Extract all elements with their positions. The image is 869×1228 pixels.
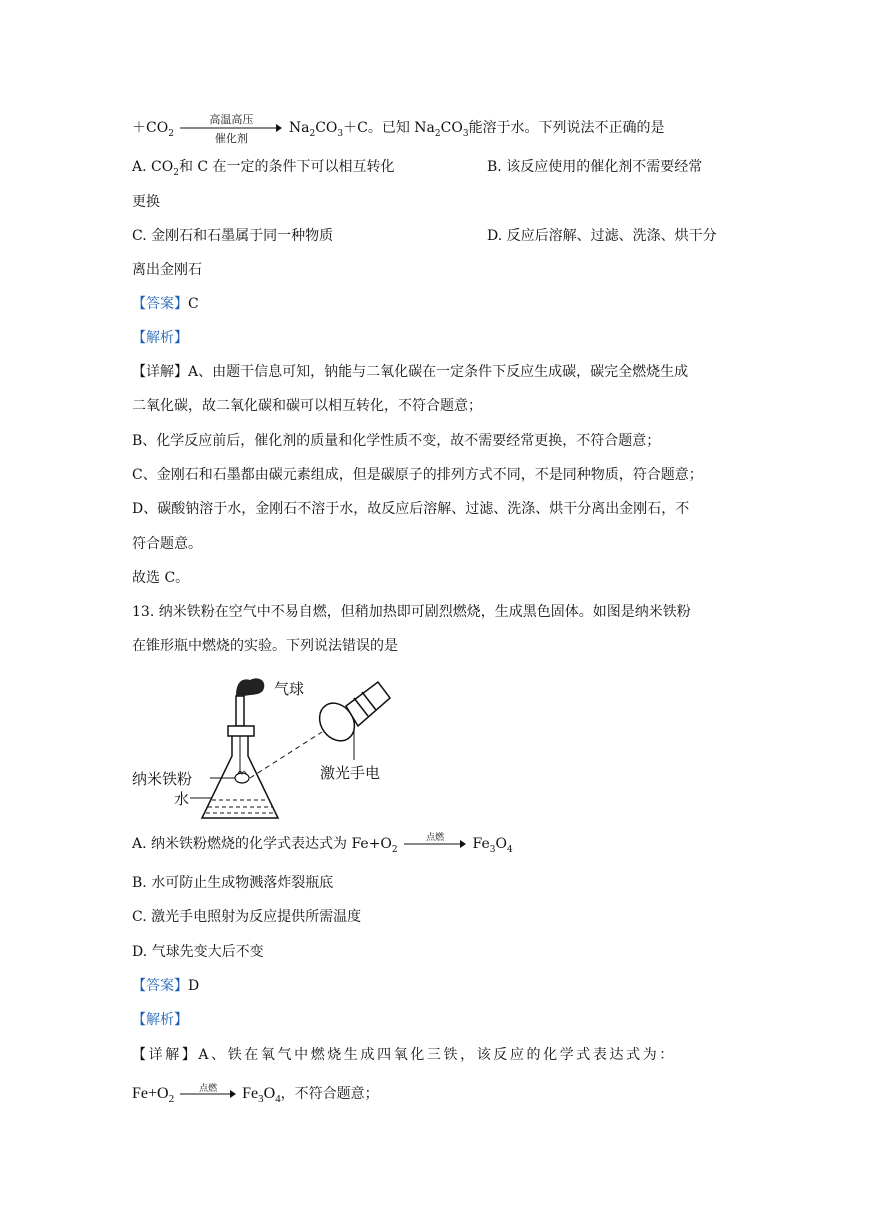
- eq-prefix: ＋CO: [132, 120, 169, 136]
- q12-detail-3: B、化学反应前后，催化剂的质量和化学性质不变，故不需要经常更换，不符合题意；: [132, 433, 661, 449]
- q12-option-a: [132, 157, 395, 179]
- q12-option-c: C. 金刚石和石墨属于同一种物质: [132, 228, 334, 244]
- option-a-fe: Fe: [472, 836, 490, 852]
- arrow-bottom-condition: 催化剂: [214, 132, 248, 145]
- flask-diagram: [132, 670, 402, 830]
- label-balloon: 气球: [274, 680, 305, 698]
- eq-sub1: 2: [168, 1093, 175, 1105]
- q12-option-d-cont: 离出金刚石: [132, 262, 202, 278]
- q13-stem-2: 在锥形瓶中燃烧的实验。下列说法错误的是: [132, 638, 398, 654]
- q12-choose: 故选 C。: [132, 570, 190, 586]
- water-icon: [206, 800, 274, 813]
- q13-option-d: D. 气球先变大后不变: [132, 944, 264, 960]
- known-sub2: 3: [462, 129, 469, 139]
- label-flashlight: 激光手电: [320, 764, 381, 782]
- label-iron-powder: 纳米铁粉: [132, 770, 193, 788]
- q12-answer: [132, 294, 199, 314]
- option-a-sub3: 4: [507, 845, 513, 855]
- option-a-post: 和 C 在一定的条件下可以相互转化: [178, 159, 395, 175]
- prod-rest: ＋C。已知 Na: [343, 120, 435, 136]
- prod-co-sub: 3: [337, 129, 344, 139]
- option-a-pre: A. 纳米铁粉燃烧的化学式表达式为 Fe+O: [132, 836, 392, 852]
- prod-co: CO: [315, 120, 338, 136]
- q12-detail-1: 【详解】A、由题干信息可知，钠能与二氧化碳在一定条件下反应生成碳，碳完全燃烧生成: [132, 364, 689, 380]
- flashlight-icon: [312, 682, 390, 760]
- q13-detail-1: 【详解】A、铁在氧气中燃烧生成四氧化三铁，该反应的化学式表达式为：: [132, 1047, 676, 1063]
- eq-arrow-label: 点燃: [199, 1083, 218, 1094]
- label-water: 水: [174, 790, 190, 808]
- q13-option-b: B. 水可防止生成物溅落炸裂瓶底: [132, 875, 334, 891]
- option-a-arrow-label: 点燃: [426, 833, 445, 843]
- q13-analysis-label: 【解析】: [132, 1012, 188, 1028]
- eq-o: O: [263, 1085, 276, 1102]
- option-a-sub1: 2: [391, 845, 398, 855]
- known-co: CO: [440, 120, 463, 136]
- answer-value: C: [188, 296, 199, 312]
- q13-option-c: C. 激光手电照射为反应提供所需温度: [132, 909, 362, 925]
- answer-label: 【答案】: [132, 296, 188, 312]
- q12-detail-4: C、金刚石和石墨都由碳元素组成，但是碳原子的排列方式不同，不是同种物质，符合题意；: [132, 467, 703, 483]
- balloon-icon: [236, 678, 264, 726]
- stopper-icon: [228, 726, 254, 736]
- q12-detail-2: 二氧化碳，故二氧化碳和碳可以相互转化，不符合题意；: [132, 398, 482, 414]
- experiment-figure: [132, 670, 402, 830]
- q12-option-d: D. 反应后溶解、过滤、洗涤、烘干分: [487, 228, 717, 244]
- eq-sub3: 4: [275, 1093, 281, 1105]
- eq-fe-o: Fe+O: [132, 1085, 169, 1102]
- prod-na-sub: 2: [309, 129, 316, 139]
- q13-stem-1: 13. 纳米铁粉在空气中不易自燃，但稍加热即可剧烈燃烧，生成黑色固体。如图是纳米铁粉: [132, 604, 691, 620]
- eq-fe: Fe: [242, 1085, 259, 1102]
- eq-tail: ，不符合题意；: [280, 1086, 379, 1102]
- known-sub1: 2: [434, 129, 441, 139]
- option-a-sub2: 3: [489, 845, 496, 855]
- q12-option-b: B. 该反应使用的催化剂不需要经常: [487, 159, 703, 175]
- eq-arrow: [180, 1083, 236, 1100]
- q13-answer: [132, 976, 199, 996]
- q12-analysis-label: 【解析】: [132, 330, 188, 346]
- q12-option-b-cont: 更换: [132, 194, 160, 210]
- reaction-arrow: [180, 113, 282, 145]
- prod-na: Na: [288, 120, 310, 136]
- option-a-pre: A. CO: [132, 159, 174, 175]
- eq-sub2: 3: [258, 1093, 264, 1105]
- q13-option-a: [132, 834, 513, 856]
- eq-prefix-sub: 2: [168, 129, 174, 139]
- arrow-top-condition: 高温高压: [209, 113, 254, 126]
- q13-equation: [132, 1084, 379, 1105]
- answer-value: D: [188, 978, 200, 994]
- option-a-sub: 2: [173, 168, 179, 178]
- q12-detail-6: 符合题意。: [132, 536, 202, 552]
- q12-equation-line: [132, 113, 665, 145]
- q12-detail-5: D、碳酸钠溶于水，金刚石不溶于水，故反应后溶解、过滤、洗涤、烘干分离出金刚石，不: [132, 501, 690, 517]
- laser-beam: [250, 732, 322, 778]
- option-a-arrow: [404, 833, 466, 850]
- answer-label: 【答案】: [132, 978, 188, 994]
- option-a-o: O: [495, 836, 507, 852]
- question-text: 能溶于水。下列说法不正确的是: [468, 120, 665, 136]
